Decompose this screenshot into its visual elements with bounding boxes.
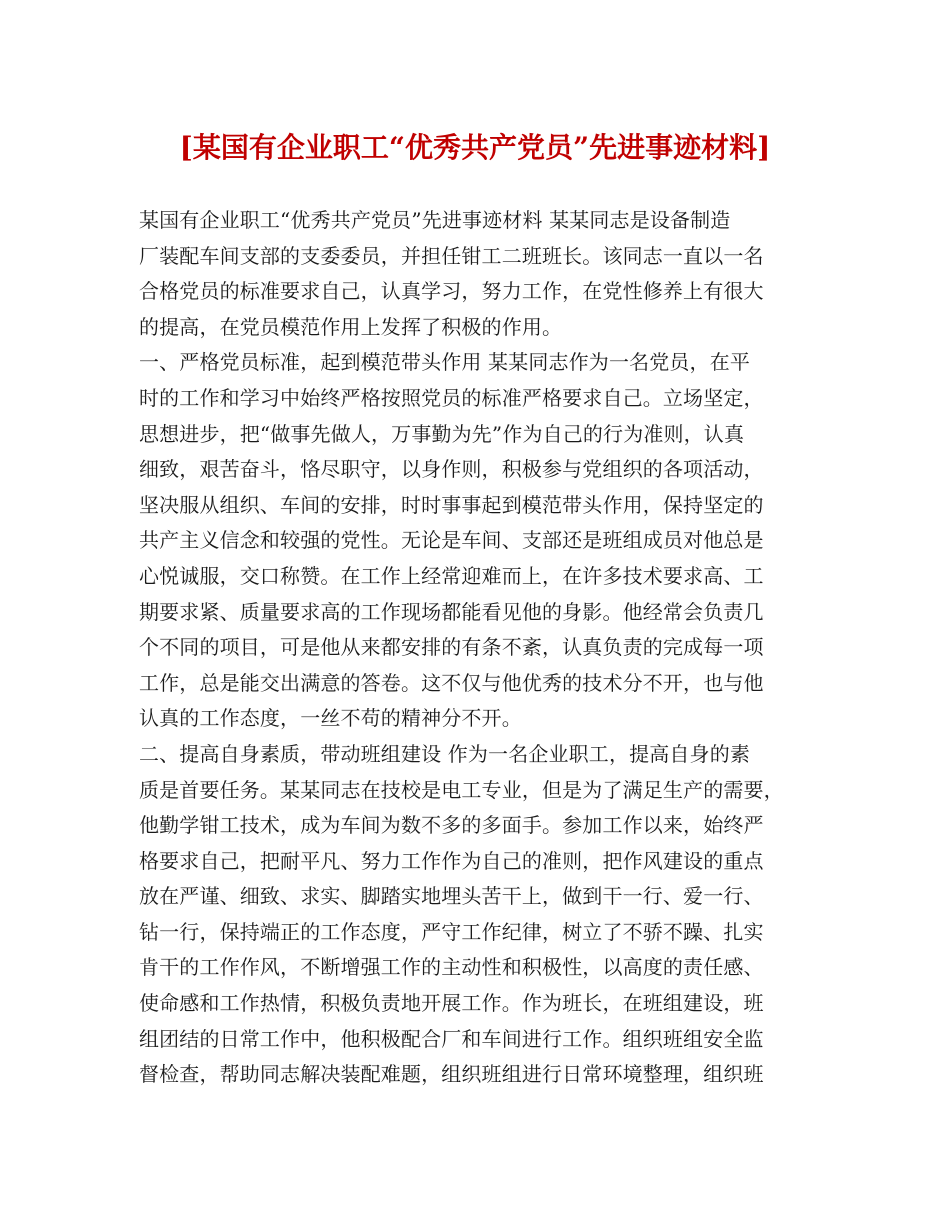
body-line: 细致，艰苦奋斗，恪尽职守，以身作则，积极参与党组织的各项活动， <box>139 457 764 482</box>
body-line: 思想进步，把“做事先做人，万事勤为先”作为自己的行为准则，认真 <box>139 421 745 446</box>
body-line: 厂装配车间支部的支委委员，并担任钳工二班班长。该同志一直以一名 <box>139 243 764 268</box>
body-line: 认真的工作态度，一丝不苟的精神分不开。 <box>139 706 522 731</box>
body-line: 某国有企业职工“优秀共产党员”先进事迹材料 某某同志是设备制造 <box>139 208 731 232</box>
body-line: 组团结的日常工作中，他积极配合厂和车间进行工作。组织班组安全监 <box>139 1026 764 1051</box>
body-line: 的提高，在党员模范作用上发挥了积极的作用。 <box>139 314 563 339</box>
body-line: 放在严谨、细致、求实、脚踏实地埋头苦干上，做到干一行、爱一行、 <box>139 884 764 909</box>
body-line: 格要求自己，把耐平凡、努力工作作为自己的准则，把作风建设的重点 <box>139 848 764 873</box>
body-line: 共产主义信念和较强的党性。无论是车间、支部还是班组成员对他总是 <box>139 528 764 553</box>
body-line: 督检查，帮助同志解决装配难题，组织班组进行日常环境整理，组织班 <box>139 1062 764 1087</box>
body-line: 个不同的项目，可是他从来都安排的有条不紊，认真负责的完成每一项 <box>139 635 764 660</box>
body-line: 期要求紧、质量要求高的工作现场都能看见他的身影。他经常会负责几 <box>139 599 764 624</box>
document-title: [某国有企业职工“优秀共产党员”先进事迹材料] <box>179 131 771 164</box>
body-line: 钻一行，保持端正的工作态度，严守工作纪律，树立了不骄不躁、扎实 <box>139 919 764 944</box>
body-line: 心悦诚服，交口称赞。在工作上经常迎难而上，在许多技术要求高、工 <box>139 563 764 588</box>
body-line: 使命感和工作热情，积极负责地开展工作。作为班长，在班组建设，班 <box>139 991 764 1016</box>
document-body <box>139 203 824 1093</box>
body-line: 时的工作和学习中始终严格按照党员的标准严格要求自己。立场坚定， <box>139 385 764 410</box>
section-heading-line: 二、提高自身素质，带动班组建设 作为一名企业职工，提高自身的素 <box>139 741 751 766</box>
body-line: 工作，总是能交出满意的答卷。这不仅与他优秀的技术分不开，也与他 <box>139 670 764 695</box>
body-line: 坚决服从组织、车间的安排，时时事事起到模范带头作用，保持坚定的 <box>139 492 764 517</box>
body-line: 质是首要任务。某某同志在技校是电工专业，但是为了满足生产的需要， <box>139 777 784 802</box>
body-line: 合格党员的标准要求自己，认真学习，努力工作，在党性修养上有很大 <box>139 279 764 304</box>
body-line: 肯干的工作作风，不断增强工作的主动性和积极性，以高度的责任感、 <box>139 955 764 980</box>
section-heading-line: 一、严格党员标准，起到模范带头作用 某某同志作为一名党员，在平 <box>139 350 751 375</box>
body-line: 他勤学钳工技术，成为车间为数不多的多面手。参加工作以来，始终严 <box>139 813 764 838</box>
